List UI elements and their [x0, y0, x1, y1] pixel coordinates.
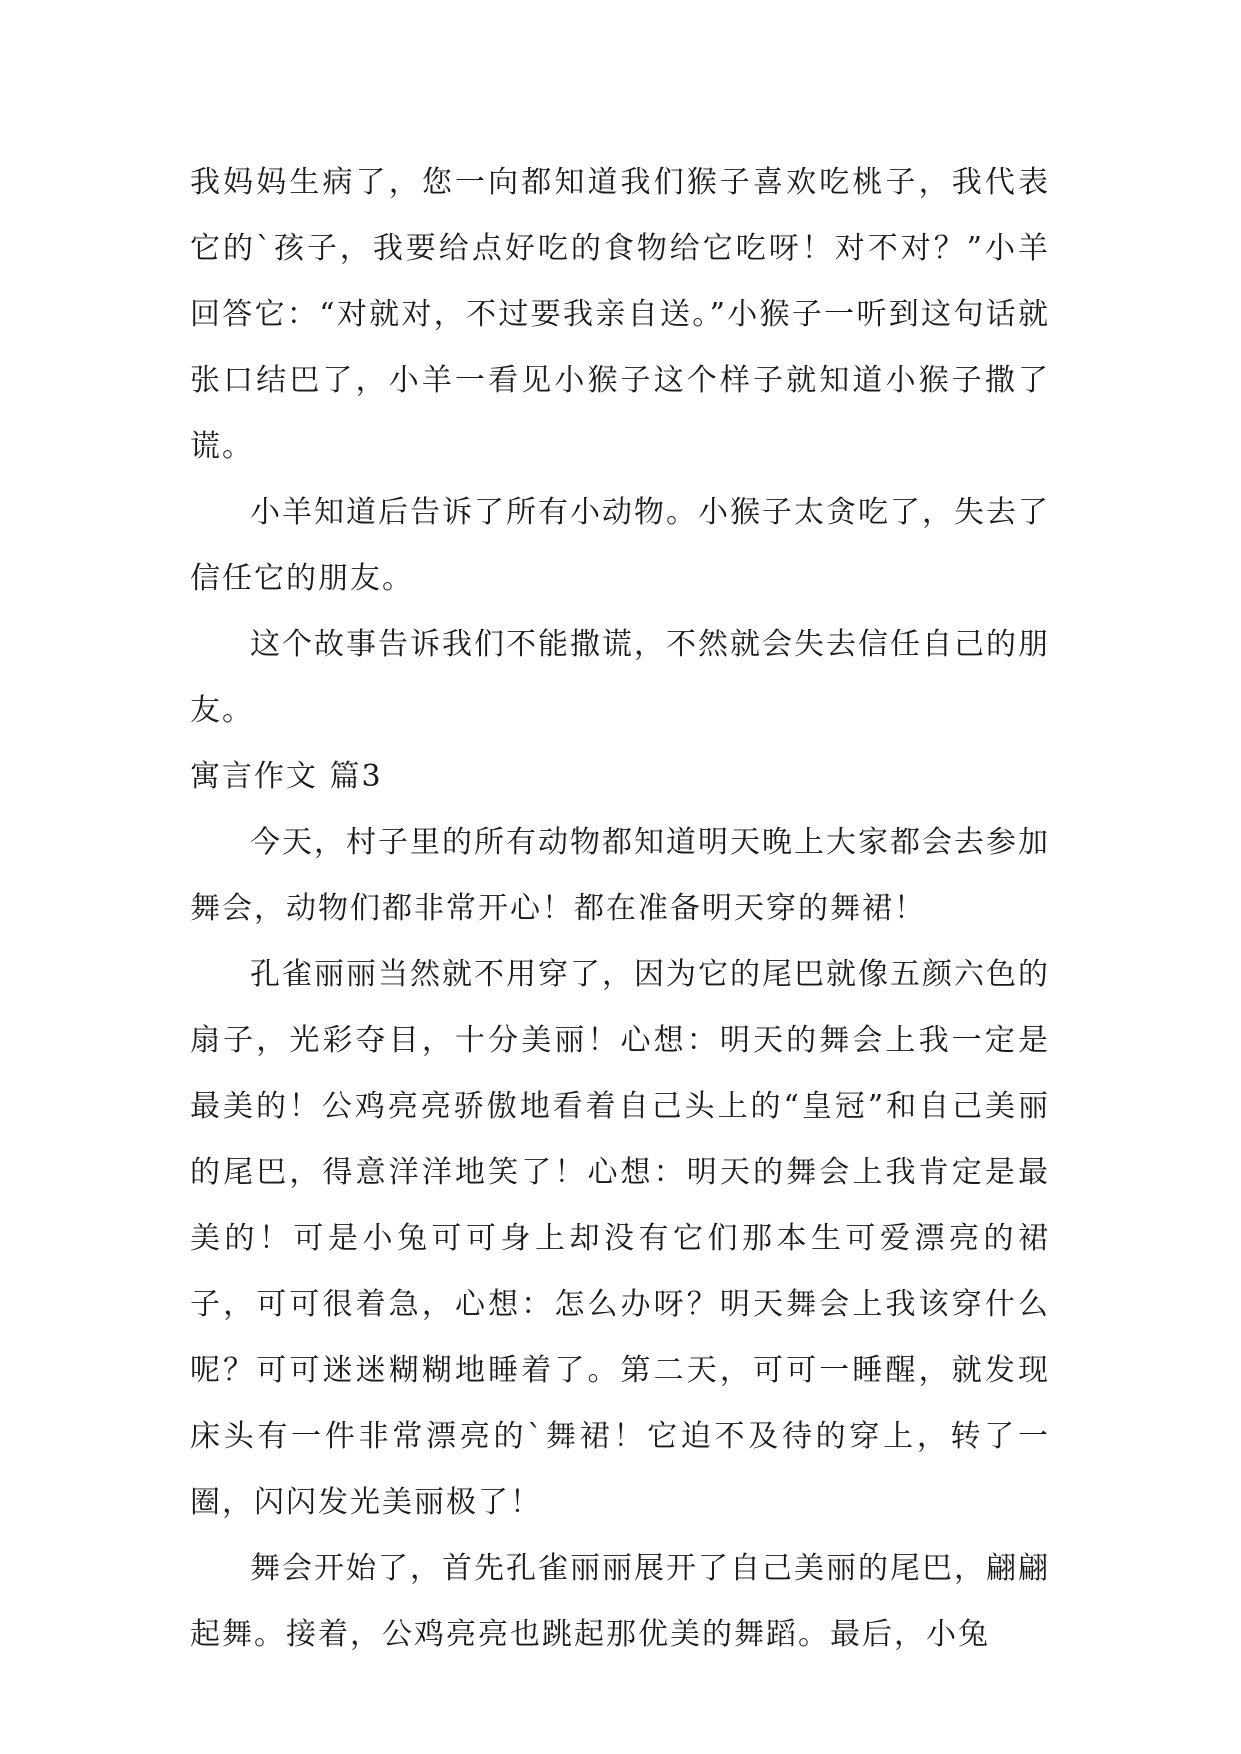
section-heading: 寓言作文 篇3	[190, 759, 383, 794]
story-continuation	[190, 150, 1050, 744]
paragraph: 小羊知道后告诉了所有小动物。小猴子太贪吃了，失去了信任它的朋友。	[190, 495, 1050, 596]
paragraph: 舞会开始了，首先孔雀丽丽展开了自己美丽的尾巴，翩翩起舞。接着，公鸡亮亮也跳起那优美的舞蹈。最后，小兔	[190, 1551, 1050, 1652]
paragraph: 孔雀丽丽当然就不用穿了，因为它的尾巴就像五颜六色的扇子，光彩夺目，十分美丽！心想：明天的舞会上我一定是最美的！公鸡亮亮骄傲地看着自己头上的“皇冠”和自己美丽的尾巴，得意洋洋地笑了！心想：明天的舞会上我肯定是最美的！可是小兔可可身上却没有它们那本生可爱漂亮的裙子，可可很着急，心想：怎么办呀？明天舞会上我该穿什么呢？可可迷迷糊糊地睡着了。第二天，可可一睡醒，就发现床头有一件非常漂亮的`舞裙！它迫不及待的穿上，转了一圈，闪闪发光美丽极了！	[190, 957, 1050, 1520]
paragraph: 今天，村子里的所有动物都知道明天晚上大家都会去参加舞会，动物们都非常开心！都在准备明天穿的舞裙！	[190, 825, 1050, 926]
story-body	[190, 810, 1050, 1668]
paragraph: 我妈妈生病了，您一向都知道我们猴子喜欢吃桃子，我代表它的`孩子，我要给点好吃的食物给它吃呀！对不对？”小羊回答它：“对就对，不过要我亲自送。”小猴子一听到这句话就张口结巴了，小羊一看见小猴子这个样子就知道小猴子撒了谎。	[190, 165, 1050, 464]
paragraph: 这个故事告诉我们不能撒谎，不然就会失去信任自己的朋友。	[190, 627, 1050, 728]
